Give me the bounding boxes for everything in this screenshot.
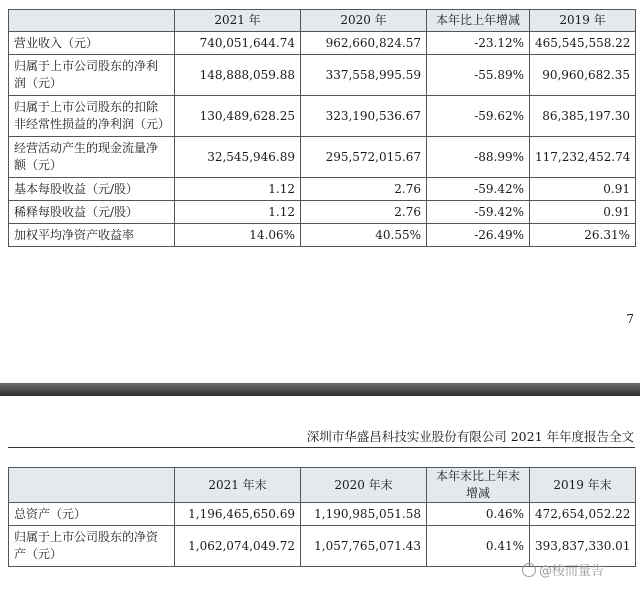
cell-value: 32,545,946.89 (175, 137, 301, 178)
cell-value: 2.76 (301, 201, 427, 224)
table-header-row (9, 10, 636, 32)
cell-value: 1,196,465,650.69 (175, 503, 301, 526)
cell-value: -88.99% (427, 137, 530, 178)
row-label: 归属于上市公司股东的扣除非经常性损益的净利润（元） (9, 96, 175, 137)
cell-value: -59.42% (427, 201, 530, 224)
row-label: 营业收入（元） (9, 32, 175, 55)
cell-value: 90,960,682.35 (530, 55, 636, 96)
header-cell: 2019 年 (530, 10, 636, 32)
report-header: 深圳市华盛昌科技实业股份有限公司 2021 年年度报告全文 (306, 429, 634, 444)
watermark (522, 560, 604, 579)
header-cell: 2021 年末 (175, 468, 301, 503)
table-row (9, 201, 636, 224)
cell-value: 148,888,059.88 (175, 55, 301, 96)
table-row (9, 55, 636, 96)
cell-value: 1,190,985,051.58 (301, 503, 427, 526)
cell-value: 86,385,197.30 (530, 96, 636, 137)
row-label: 归属于上市公司股东的净利润（元） (9, 55, 175, 96)
header-cell (9, 10, 175, 32)
header-divider (8, 447, 635, 448)
header-cell: 本年比上年增减 (427, 10, 530, 32)
cell-value: -59.62% (427, 96, 530, 137)
row-label: 经营活动产生的现金流量净额（元） (9, 137, 175, 178)
table-row (9, 224, 636, 247)
watermark-text: @梭而量告 (539, 564, 605, 579)
cell-value: 14.06% (175, 224, 301, 247)
row-label: 归属于上市公司股东的净资产（元） (9, 526, 175, 567)
row-label: 基本每股收益（元/股） (9, 178, 175, 201)
cell-value: 1.12 (175, 201, 301, 224)
cell-value: 323,190,536.67 (301, 96, 427, 137)
cell-value: 465,545,558.22 (530, 32, 636, 55)
header-cell: 2021 年 (175, 10, 301, 32)
cell-value: 393,837,330.01 (530, 526, 636, 567)
financial-data-table (8, 9, 636, 247)
cell-value: 0.46% (427, 503, 530, 526)
page-break-bar (0, 383, 640, 396)
cell-value: 26.31% (530, 224, 636, 247)
cell-value: 0.41% (427, 526, 530, 567)
table-row (9, 32, 636, 55)
table-row (9, 178, 636, 201)
table-row (9, 137, 636, 178)
cell-value: 0.91 (530, 201, 636, 224)
watermark-icon (522, 563, 536, 577)
header-cell: 2019 年末 (530, 468, 636, 503)
cell-value: 295,572,015.67 (301, 137, 427, 178)
cell-value: 0.91 (530, 178, 636, 201)
header-cell: 本年末比上年末增减 (427, 468, 530, 503)
header-cell: 2020 年 (301, 10, 427, 32)
cell-value: -23.12% (427, 32, 530, 55)
cell-value: 337,558,995.59 (301, 55, 427, 96)
row-label: 总资产（元） (9, 503, 175, 526)
table-header-row (9, 468, 636, 503)
cell-value: 117,232,452.74 (530, 137, 636, 178)
table-row (9, 503, 636, 526)
header-cell (9, 468, 175, 503)
cell-value: 962,660,824.57 (301, 32, 427, 55)
cell-value: 1,062,074,049.72 (175, 526, 301, 567)
table-row (9, 96, 636, 137)
cell-value: 472,654,052.22 (530, 503, 636, 526)
cell-value: 2.76 (301, 178, 427, 201)
balance-data-table (8, 467, 636, 567)
cell-value: -26.49% (427, 224, 530, 247)
cell-value: -55.89% (427, 55, 530, 96)
cell-value: 1.12 (175, 178, 301, 201)
header-cell: 2020 年末 (301, 468, 427, 503)
page-number: 7 (626, 312, 634, 326)
cell-value: 130,489,628.25 (175, 96, 301, 137)
row-label: 稀释每股收益（元/股） (9, 201, 175, 224)
cell-value: 40.55% (301, 224, 427, 247)
cell-value: -59.42% (427, 178, 530, 201)
row-label: 加权平均净资产收益率 (9, 224, 175, 247)
cell-value: 1,057,765,071.43 (301, 526, 427, 567)
cell-value: 740,051,644.74 (175, 32, 301, 55)
